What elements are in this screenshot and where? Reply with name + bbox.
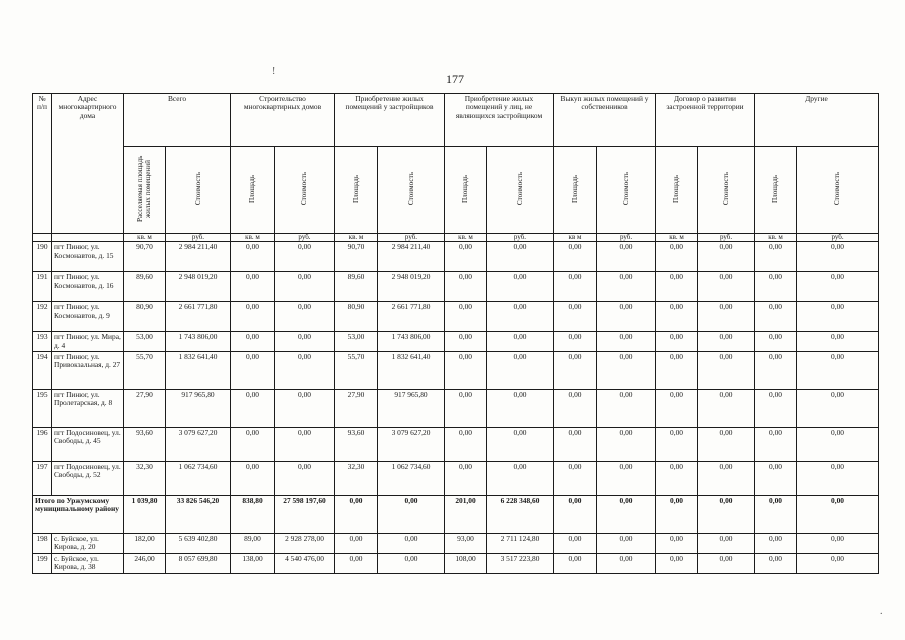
unit-area: кв. м — [124, 234, 166, 242]
row-value: 0,00 — [445, 242, 487, 272]
row-value: 0,00 — [656, 461, 698, 495]
total-value: 1 039,80 — [124, 495, 166, 533]
row-address: пгт Пинюг, ул. Пролетарская, д. 8 — [52, 389, 124, 427]
row-value: 0,00 — [698, 461, 755, 495]
header-development-agreement: Договор о развитии застроенной территории — [656, 94, 755, 147]
row-address: пгт Пинюг, ул. Мира, д. 4 — [52, 332, 124, 352]
row-value: 0,00 — [554, 427, 597, 461]
row-value: 0,00 — [597, 533, 656, 553]
housing-register-table — [32, 93, 879, 574]
total-row — [33, 495, 879, 533]
row-address: пгт Подосиновец, ул. Свободы, д. 52 — [52, 461, 124, 495]
row-value: 0,00 — [597, 272, 656, 302]
row-value: 0,00 — [656, 533, 698, 553]
row-value: 0,00 — [797, 351, 879, 389]
table-row — [33, 242, 879, 272]
unit-cost: руб. — [698, 234, 755, 242]
row-value: 0,00 — [554, 553, 597, 573]
header-other: Другие — [755, 94, 879, 147]
total-value: 0,00 — [554, 495, 597, 533]
total-value: 0,00 — [656, 495, 698, 533]
row-value: 32,30 — [335, 461, 378, 495]
total-value: 0,00 — [597, 495, 656, 533]
table-row — [33, 332, 879, 352]
row-value: 0,00 — [231, 461, 275, 495]
row-value: 55,70 — [335, 351, 378, 389]
subheader-area: Площадь — [570, 174, 579, 204]
row-value: 246,00 — [124, 553, 166, 573]
row-value: 0,00 — [231, 332, 275, 352]
row-value: 0,00 — [797, 427, 879, 461]
total-value: 201,00 — [445, 495, 487, 533]
row-value: 2 661 771,80 — [378, 302, 445, 332]
row-value: 2 948 019,20 — [166, 272, 231, 302]
row-value: 0,00 — [755, 332, 797, 352]
row-value: 89,00 — [231, 533, 275, 553]
total-value: 838,80 — [231, 495, 275, 533]
row-value: 0,00 — [487, 461, 554, 495]
unit-cost: руб. — [597, 234, 656, 242]
row-number: 194 — [33, 351, 52, 389]
row-value: 0,00 — [487, 272, 554, 302]
row-value: 1 743 806,00 — [378, 332, 445, 352]
row-value: 0,00 — [797, 533, 879, 553]
row-value: 0,00 — [755, 242, 797, 272]
row-value: 0,00 — [597, 302, 656, 332]
row-value: 0,00 — [231, 272, 275, 302]
row-value: 0,00 — [487, 332, 554, 352]
row-value: 0,00 — [335, 533, 378, 553]
row-value: 0,00 — [597, 389, 656, 427]
row-value: 0,00 — [698, 302, 755, 332]
row-value: 80,90 — [124, 302, 166, 332]
header-row-units — [33, 234, 879, 242]
row-value: 0,00 — [335, 553, 378, 573]
row-address: с. Буйское, ул. Кирова, д. 38 — [52, 553, 124, 573]
row-value: 3 079 627,20 — [166, 427, 231, 461]
unit-cost: руб. — [166, 234, 231, 242]
row-value: 0,00 — [755, 389, 797, 427]
header-purchase-non-developers: Приобретение жилых помещений у лиц, не являющихся застройщиком — [445, 94, 554, 147]
row-value: 0,00 — [656, 242, 698, 272]
unit-cost: руб. — [487, 234, 554, 242]
row-value: 0,00 — [487, 351, 554, 389]
unit-area: кв. м — [335, 234, 378, 242]
row-value: 0,00 — [797, 553, 879, 573]
row-value: 4 540 476,00 — [275, 553, 335, 573]
row-value: 0,00 — [656, 302, 698, 332]
unit-area: кв. м — [445, 234, 487, 242]
row-value: 2 661 771,80 — [166, 302, 231, 332]
subheader-cost: Стоимость — [833, 172, 842, 206]
row-value: 0,00 — [755, 302, 797, 332]
row-number: 190 — [33, 242, 52, 272]
subheader-area: Площадь — [461, 174, 470, 204]
row-value: 0,00 — [797, 272, 879, 302]
unit-area: кв. м — [755, 234, 797, 242]
row-value: 0,00 — [698, 242, 755, 272]
row-value: 0,00 — [231, 389, 275, 427]
row-value: 0,00 — [445, 389, 487, 427]
table-body — [33, 242, 879, 574]
header-construction: Строительство многоквартирных домов — [231, 94, 335, 147]
row-value: 0,00 — [275, 427, 335, 461]
total-value: 6 228 348,60 — [487, 495, 554, 533]
table-row — [33, 427, 879, 461]
row-value: 0,00 — [554, 351, 597, 389]
row-value: 0,00 — [445, 427, 487, 461]
row-value: 0,00 — [275, 242, 335, 272]
row-value: 53,00 — [124, 332, 166, 352]
total-value: 0,00 — [335, 495, 378, 533]
row-value: 0,00 — [698, 553, 755, 573]
row-value: 0,00 — [698, 272, 755, 302]
row-value: 0,00 — [275, 351, 335, 389]
row-value: 3 079 627,20 — [378, 427, 445, 461]
header-row-subcolumns — [33, 147, 879, 234]
header-row-groups — [33, 94, 879, 147]
table-row — [33, 272, 879, 302]
total-label: Итого по Уржумскому муниципальному району — [33, 495, 124, 533]
total-value: 0,00 — [755, 495, 797, 533]
row-value: 2 948 019,20 — [378, 272, 445, 302]
row-value: 917 965,80 — [378, 389, 445, 427]
row-value: 0,00 — [554, 533, 597, 553]
row-value: 0,00 — [487, 302, 554, 332]
row-value: 0,00 — [231, 242, 275, 272]
row-number: 199 — [33, 553, 52, 573]
row-value: 0,00 — [445, 332, 487, 352]
header-number: № п/п — [33, 94, 52, 234]
row-value: 1 062 734,60 — [166, 461, 231, 495]
row-value: 5 639 402,80 — [166, 533, 231, 553]
row-value: 53,00 — [335, 332, 378, 352]
row-value: 0,00 — [378, 533, 445, 553]
row-value: 90,70 — [335, 242, 378, 272]
total-value: 0,00 — [797, 495, 879, 533]
row-value: 0,00 — [755, 553, 797, 573]
row-value: 0,00 — [597, 553, 656, 573]
row-number: 193 — [33, 332, 52, 352]
row-value: 1 743 806,00 — [166, 332, 231, 352]
table-row — [33, 351, 879, 389]
row-value: 0,00 — [275, 332, 335, 352]
subheader-cost: Стоимость — [621, 172, 630, 206]
row-value: 0,00 — [797, 302, 879, 332]
row-value: 0,00 — [275, 272, 335, 302]
row-value: 0,00 — [755, 351, 797, 389]
row-value: 0,00 — [597, 461, 656, 495]
row-value: 0,00 — [275, 389, 335, 427]
row-value: 0,00 — [554, 242, 597, 272]
scan-mark: ! — [272, 66, 276, 77]
subheader-cost: Стоимость — [721, 172, 730, 206]
row-value: 0,00 — [445, 461, 487, 495]
row-value: 0,00 — [755, 461, 797, 495]
row-value: 27,90 — [124, 389, 166, 427]
row-value: 0,00 — [487, 242, 554, 272]
row-value: 0,00 — [797, 461, 879, 495]
row-value: 89,60 — [335, 272, 378, 302]
subheader-area: Площадь — [771, 174, 780, 204]
row-value: 0,00 — [656, 389, 698, 427]
total-value: 27 598 197,60 — [275, 495, 335, 533]
row-value: 8 057 699,80 — [166, 553, 231, 573]
row-value: 55,70 — [124, 351, 166, 389]
row-value: 0,00 — [698, 533, 755, 553]
row-value: 0,00 — [554, 461, 597, 495]
row-value: 0,00 — [656, 351, 698, 389]
total-value: 0,00 — [378, 495, 445, 533]
row-value: 0,00 — [445, 302, 487, 332]
header-total: Всего — [124, 94, 231, 147]
row-value: 917 965,80 — [166, 389, 231, 427]
row-value: 1 832 641,40 — [166, 351, 231, 389]
subheader-area: Площадь — [672, 174, 681, 204]
row-value: 0,00 — [445, 351, 487, 389]
row-value: 0,00 — [231, 427, 275, 461]
row-address: пгт Пинюг, ул. Космонавтов, д. 9 — [52, 302, 124, 332]
row-value: 2 984 211,40 — [378, 242, 445, 272]
row-value: 0,00 — [797, 242, 879, 272]
unit-area: кв м — [554, 234, 597, 242]
row-value: 0,00 — [597, 332, 656, 352]
row-value: 0,00 — [698, 389, 755, 427]
row-value: 93,00 — [445, 533, 487, 553]
row-value: 3 517 223,80 — [487, 553, 554, 573]
row-address: пгт Пинюг, ул. Космонавтов, д. 15 — [52, 242, 124, 272]
row-value: 0,00 — [487, 427, 554, 461]
row-number: 195 — [33, 389, 52, 427]
page-number: 177 — [446, 72, 464, 86]
header-address: Адрес многоквартирного дома — [52, 94, 124, 234]
row-value: 1 062 734,60 — [378, 461, 445, 495]
row-value: 2 928 278,00 — [275, 533, 335, 553]
scan-mark: . — [880, 606, 883, 617]
row-value: 1 832 641,40 — [378, 351, 445, 389]
row-value: 0,00 — [487, 389, 554, 427]
row-number: 198 — [33, 533, 52, 553]
row-number: 196 — [33, 427, 52, 461]
row-value: 93,60 — [124, 427, 166, 461]
row-value: 0,00 — [656, 427, 698, 461]
row-value: 0,00 — [698, 332, 755, 352]
row-value: 0,00 — [231, 351, 275, 389]
row-value: 0,00 — [656, 553, 698, 573]
row-value: 0,00 — [755, 272, 797, 302]
row-value: 0,00 — [755, 533, 797, 553]
subheader-resettled-area: Расселяемая площадь жилых помещений — [136, 155, 153, 223]
row-value: 90,70 — [124, 242, 166, 272]
row-value: 0,00 — [656, 272, 698, 302]
row-number: 191 — [33, 272, 52, 302]
subheader-cost: Стоимость — [300, 172, 309, 206]
row-address: пгт Пинюг, ул. Космонавтов, д. 16 — [52, 272, 124, 302]
subheader-cost: Стоимость — [193, 172, 202, 206]
row-value: 0,00 — [797, 332, 879, 352]
total-value: 0,00 — [698, 495, 755, 533]
subheader-cost: Стоимость — [406, 172, 415, 206]
table-row — [33, 553, 879, 573]
row-value: 0,00 — [554, 332, 597, 352]
unit-empty-cell — [52, 234, 124, 242]
table-row — [33, 389, 879, 427]
row-value: 93,60 — [335, 427, 378, 461]
table-row — [33, 461, 879, 495]
table-row — [33, 533, 879, 553]
row-value: 0,00 — [275, 302, 335, 332]
row-value: 32,30 — [124, 461, 166, 495]
row-address: пгт Пинюг, ул. Привокзальная, д. 27 — [52, 351, 124, 389]
row-value: 182,00 — [124, 533, 166, 553]
unit-cost: руб. — [378, 234, 445, 242]
row-value: 0,00 — [698, 351, 755, 389]
row-value: 0,00 — [597, 242, 656, 272]
subheader-cost: Стоимость — [515, 172, 524, 206]
row-value: 0,00 — [597, 427, 656, 461]
row-value: 0,00 — [554, 302, 597, 332]
row-address: пгт Подосиновец, ул. Свободы, д. 45 — [52, 427, 124, 461]
row-value: 0,00 — [445, 272, 487, 302]
row-value: 89,60 — [124, 272, 166, 302]
row-value: 0,00 — [275, 461, 335, 495]
row-value: 27,90 — [335, 389, 378, 427]
header-buyout-owners: Выкуп жилых помещений у собственников — [554, 94, 656, 147]
row-value: 0,00 — [554, 389, 597, 427]
table-row — [33, 302, 879, 332]
row-value: 0,00 — [797, 389, 879, 427]
row-value: 0,00 — [698, 427, 755, 461]
row-value: 0,00 — [597, 351, 656, 389]
row-value: 0,00 — [554, 272, 597, 302]
unit-empty-cell — [33, 234, 52, 242]
row-value: 138,00 — [231, 553, 275, 573]
unit-area: кв. м — [656, 234, 698, 242]
unit-area: кв. м — [231, 234, 275, 242]
row-value: 0,00 — [231, 302, 275, 332]
row-value: 80,90 — [335, 302, 378, 332]
row-value: 2 984 211,40 — [166, 242, 231, 272]
row-number: 197 — [33, 461, 52, 495]
row-value: 2 711 124,80 — [487, 533, 554, 553]
row-number: 192 — [33, 302, 52, 332]
subheader-area: Площадь — [351, 174, 360, 204]
unit-cost: руб. — [275, 234, 335, 242]
row-value: 0,00 — [378, 553, 445, 573]
subheader-area: Площадь — [248, 174, 257, 204]
total-value: 33 826 546,20 — [166, 495, 231, 533]
header-purchase-developers: Приобретение жилых помещений у застройщиков — [335, 94, 445, 147]
unit-cost: руб. — [797, 234, 879, 242]
row-address: с. Буйское, ул. Кирова, д. 20 — [52, 533, 124, 553]
row-value: 108,00 — [445, 553, 487, 573]
row-value: 0,00 — [755, 427, 797, 461]
row-value: 0,00 — [656, 332, 698, 352]
